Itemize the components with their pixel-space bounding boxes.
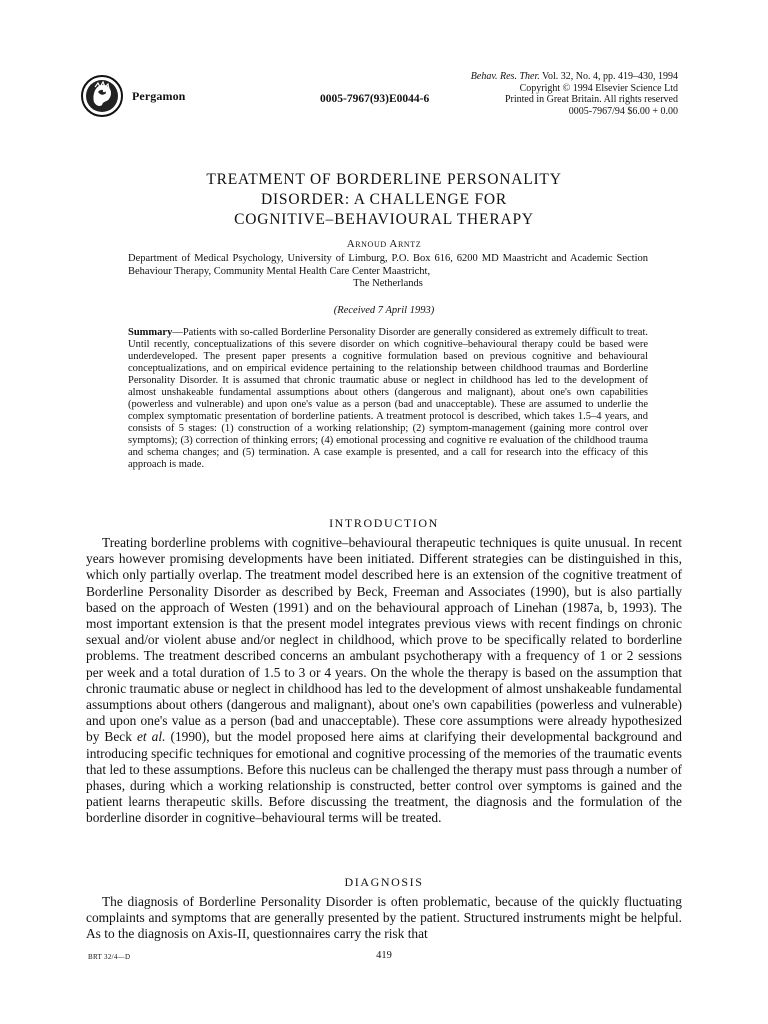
paragraph: The diagnosis of Borderline Personality Disorder is often problematic, because of the quickly fluctuating complaints and symptoms that are generally presented by the patient. Structured instruments might be helpful. As to the diagnosis on Axis-II, questionnaires carry the risk that <box>86 894 682 942</box>
affiliation-text: Department of Medical Psychology, University of Limburg, P.O. Box 616, 6200 MD Maastricht and Academic Section Behaviour Therapy, Community Mental Health Care Center Maastricht, <box>128 253 648 277</box>
title-line: COGNITIVE–BEHAVIOURAL THERAPY <box>234 211 534 228</box>
author-name: Arnoud Arntz <box>346 238 422 250</box>
paragraph-text: Treating borderline problems with cognitive–behavioural therapeutic techniques is quite unusual. In recent years however promising developments have been initiated. Different strategies can be distinguished in this, which only partially overlap. The treatment model described here is an extension of the cognitive treatment of Borderline Personality Disorder as described by Beck, Freeman and Associates (1990), but is also partially based on the approach of Westen (1991) and on the behavioural approach of Linehan (1987a, b, 1993). The most important extension is that the present model integrates previous views with recent findings on chronic sexual and/or violent abuse and/or neglect in childhood, which prove to be specifically related to borderline problems. The treatment described concerns an ambulant psychotherapy with a frequency of 1 or 2 sessions per week and a total duration of 1.5 to 3 or 4 years. On the whole the therapy is based on the assumption that chronic traumatic abuse or neglect in childhood has led to the development of almost unshakeable fundamental assumptions about others (dangerous and malignant), about one's own capabilities (powerless and vulnerable) and upon one's value as a person (bad and unacceptable). These core assumptions were already hypothesized by Beck <box>86 535 682 745</box>
issn-price: 0005-7967/94 $6.00 + 0.00 <box>568 105 678 117</box>
journal-citation <box>471 71 678 83</box>
publisher-name: Pergamon <box>132 89 186 103</box>
paragraph <box>86 535 682 827</box>
journal-name: Behav. Res. Ther. <box>470 71 540 82</box>
page-number: 419 <box>376 950 392 961</box>
introduction-body <box>86 535 682 827</box>
author-affiliation <box>128 253 648 291</box>
abstract <box>128 327 648 471</box>
doi-code: 0005-7967(93)E0044-6 <box>320 93 430 105</box>
printed-line: Printed in Great Britain. All rights reserved <box>504 94 678 105</box>
pergamon-seal-icon <box>80 74 124 118</box>
journal-volume: Vol. 32, No. 4, pp. 419–430, 1994 <box>539 71 678 82</box>
title-line: DISORDER: A CHALLENGE FOR <box>260 191 508 208</box>
diagnosis-body <box>86 894 682 943</box>
abstract-label: Summary <box>128 327 173 338</box>
italic-text: et al. <box>136 729 166 745</box>
section-heading-introduction: INTRODUCTION <box>329 516 439 530</box>
footer-code: BRT 32/4—D <box>88 953 131 961</box>
title-line: TREATMENT OF BORDERLINE PERSONALITY <box>206 171 562 188</box>
journal-info <box>471 71 678 117</box>
abstract-text: —Patients with so-called Borderline Personality Disorder are generally considered as extremely difficult to treat. Until recently, conceptualizations of this severe disorder on which cognitive–behavioural therapy could be based were underdeveloped. The present paper presents a cognitive formulation based on previous cognitive and behavioural conceptualizations, and on empirical evidence pertaining to the relationship between childhood traumas and Borderline Personality Disorder. It is assumed that chronic traumatic abuse or neglect in childhood has led to the development of almost unshakeable fundamental assumptions about others (dangerous and malignant), about one's own capabilities (powerless and vulnerable) and upon one's value as a person (bad and unacceptable). These are assumed to underlie the complex symptomatic presentation of borderline patients. A treatment protocol is described, which takes 1.5–4 years, and consists of 5 stages: (1) construction of a working relationship; (2) symptom-management (gaining more control over symptoms); (3) correction of thinking errors; (4) emotional processing and cognitive re evaluation of the childhood trauma and schema changes; and (5) termination. A case example is presented, and a call for research into the efficacy of this approach is made. <box>128 327 648 470</box>
affiliation-country: The Netherlands <box>353 278 423 289</box>
section-heading-diagnosis: DIAGNOSIS <box>344 875 424 889</box>
received-date: (Received 7 April 1993) <box>333 305 435 316</box>
paragraph-text: (1990), but the model proposed here aims at clarifying their developmental background and introducing specific techniques for emotional and cognitive processing of the memories of the traumatic events that led to these assumptions. Before this nucleus can be challenged the therapy must pass through a number of phases, during which a working relationship is constructed, better control over symptoms is gained and the patient learns therapeutic skills. Before discussing the treatment, the diagnosis and the formulation of the borderline disorder in cognitive–behavioural terms will be treated. <box>86 729 682 826</box>
article-title <box>120 170 648 230</box>
copyright-line: Copyright © 1994 Elsevier Science Ltd <box>519 82 678 94</box>
